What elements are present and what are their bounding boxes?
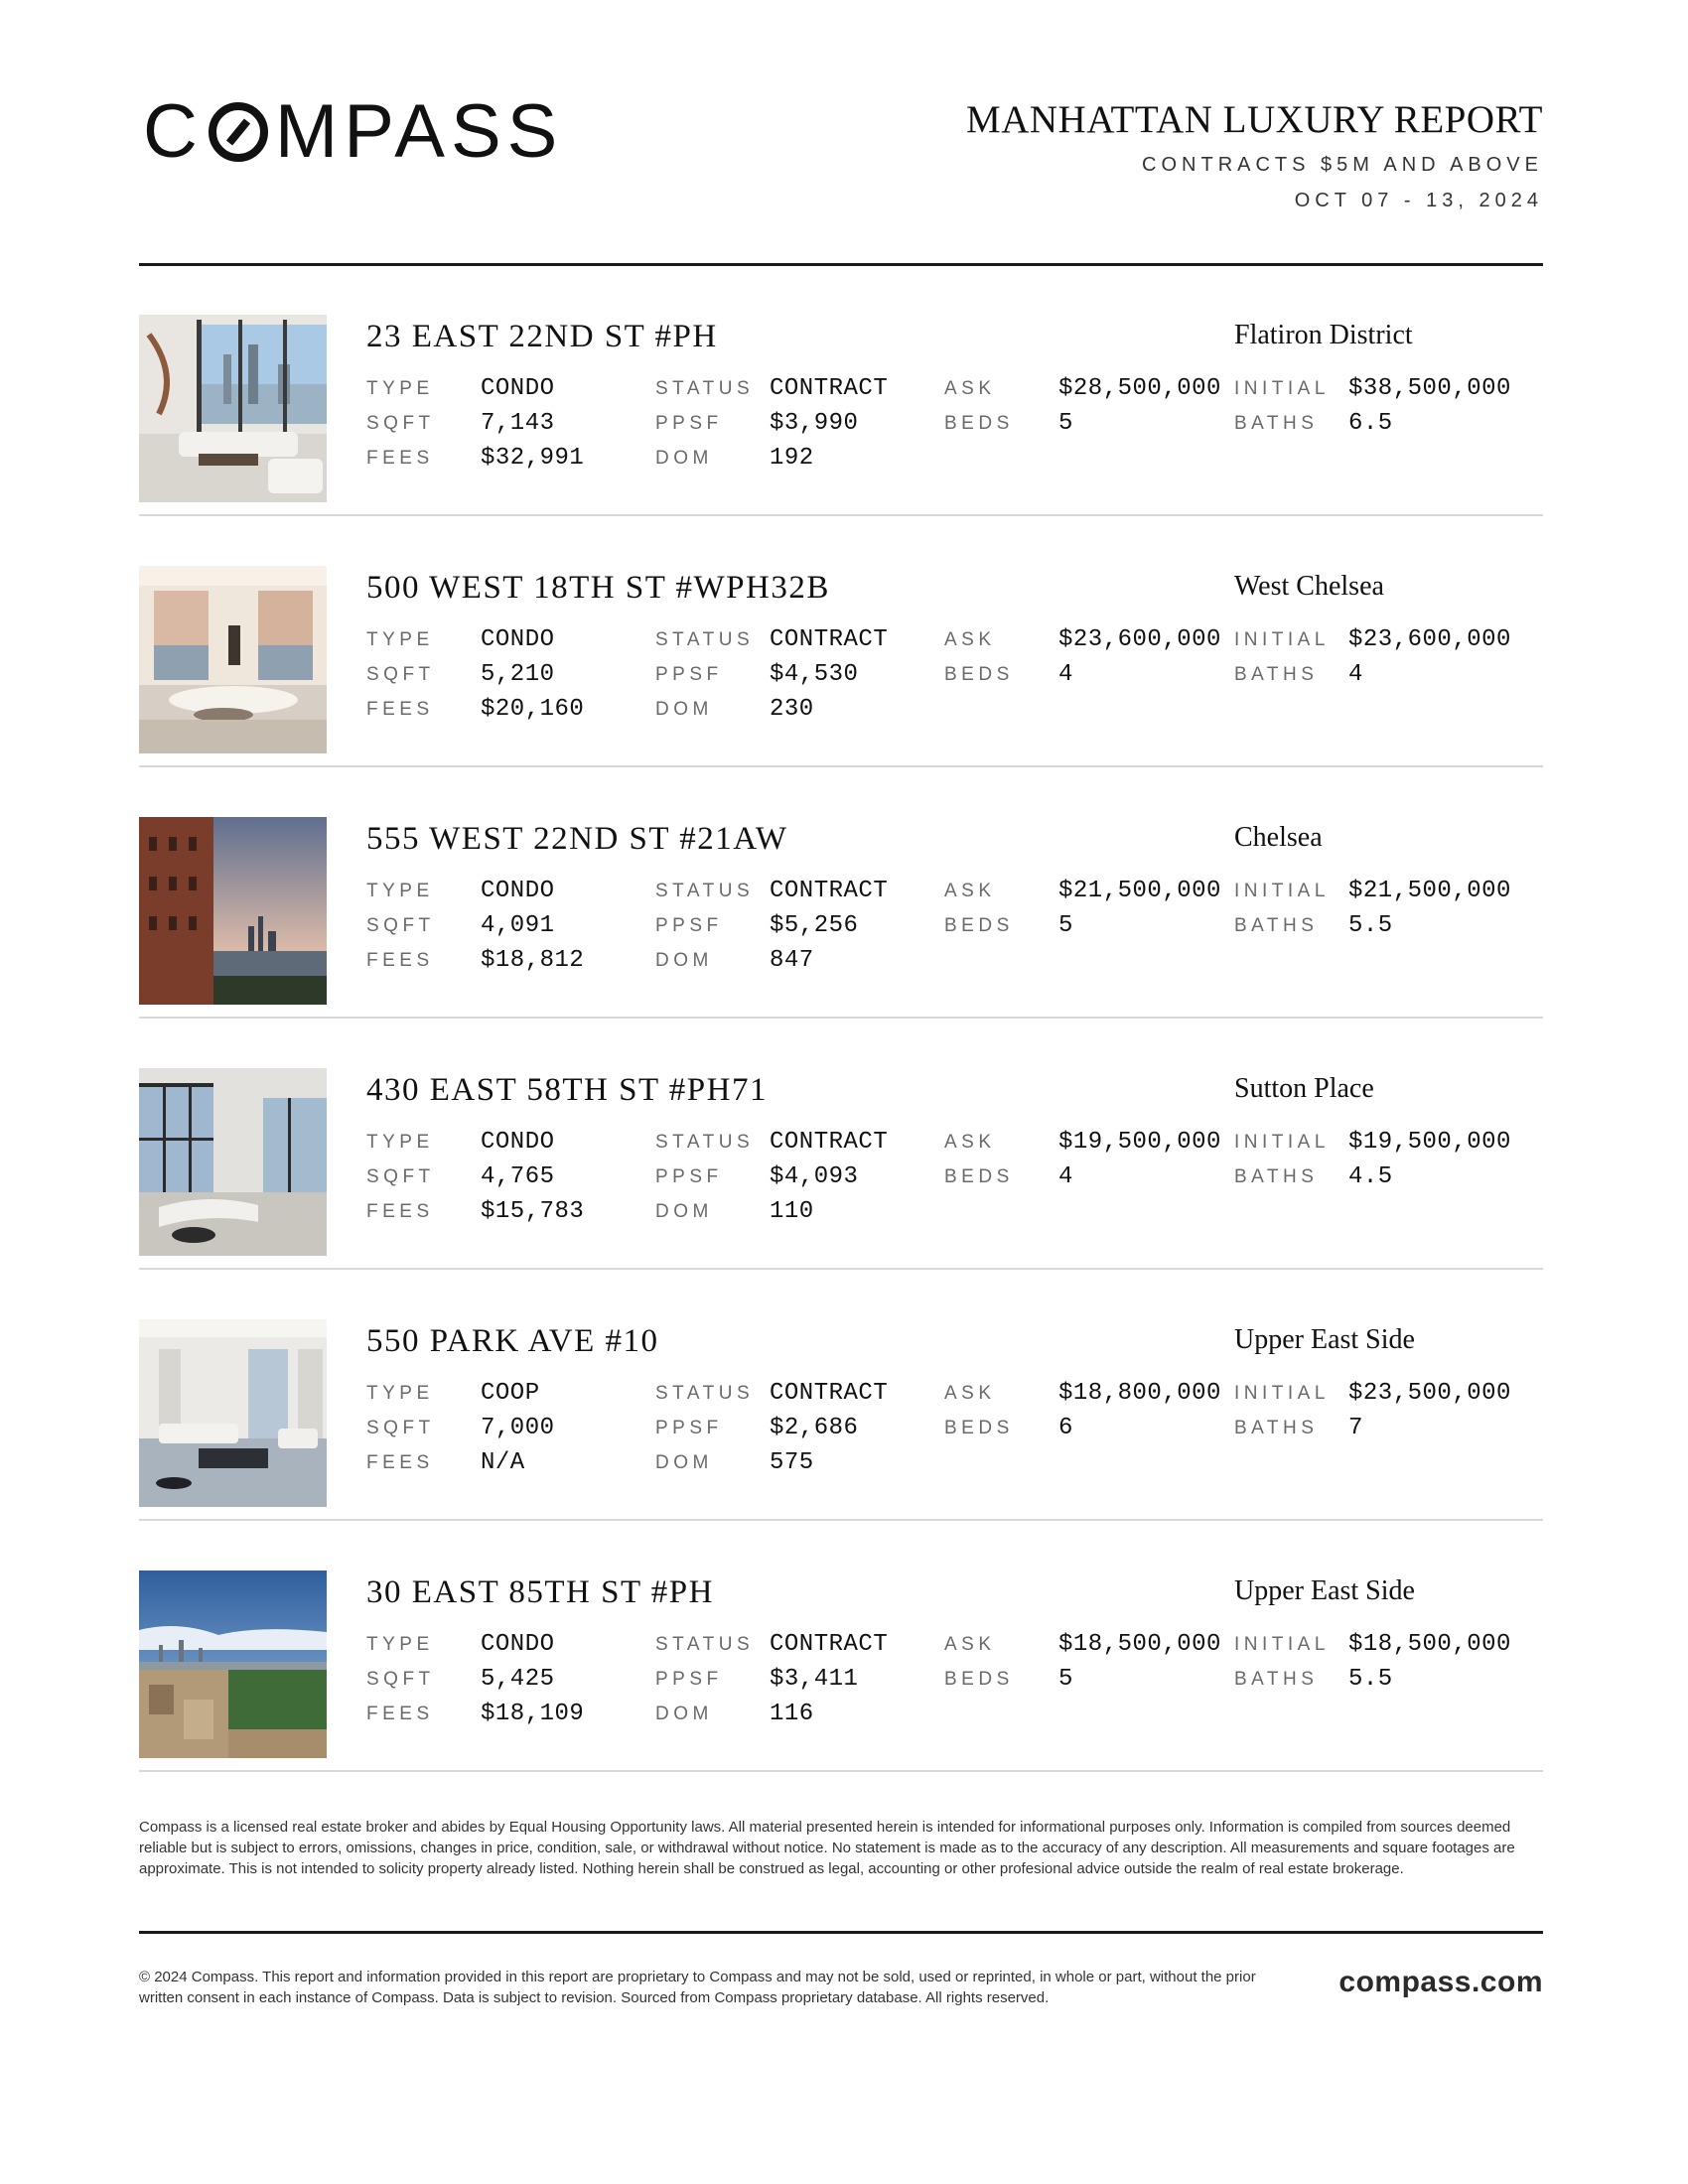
value-baths: 4 bbox=[1348, 661, 1363, 688]
value-type: CONDO bbox=[481, 1129, 555, 1156]
value-type: CONDO bbox=[481, 878, 555, 904]
listing-photo-aerial[interactable] bbox=[139, 1570, 327, 1758]
value-ask: $21,500,000 bbox=[1058, 878, 1221, 904]
value-dom: 110 bbox=[770, 1198, 814, 1225]
value-dom: 230 bbox=[770, 696, 814, 723]
value-beds: 5 bbox=[1058, 1666, 1073, 1693]
value-sqft: 5,425 bbox=[481, 1666, 555, 1693]
report-subtitle: CONTRACTS $5M AND ABOVE bbox=[1142, 154, 1543, 176]
value-initial: $38,500,000 bbox=[1348, 375, 1511, 402]
listing-neighborhood: Upper East Side bbox=[1234, 1324, 1415, 1355]
listing-photo-living-room[interactable] bbox=[139, 1068, 327, 1256]
listing-neighborhood: Upper East Side bbox=[1234, 1575, 1415, 1606]
listing-neighborhood: West Chelsea bbox=[1234, 571, 1384, 602]
listing-address: 550 PARK AVE #10 bbox=[366, 1323, 659, 1359]
value-fees: $18,812 bbox=[481, 947, 585, 974]
value-dom: 116 bbox=[770, 1701, 814, 1727]
listing-row[interactable]: 23 EAST 22ND ST #PH Flatiron District TYPE CONDO SQFT 7,143 FEES $32,991 STATUS CONTRACT PPSF $3,990 DOM 192 ASK $28,500,000 BEDS 5 INITIAL $38,500,000 BATHS 6.5 bbox=[139, 265, 1543, 516]
value-status: CONTRACT bbox=[770, 1129, 889, 1156]
value-sqft: 4,091 bbox=[481, 912, 555, 939]
listing-address: 430 EAST 58TH ST #PH71 bbox=[366, 1072, 768, 1108]
value-dom: 847 bbox=[770, 947, 814, 974]
value-ppsf: $3,411 bbox=[770, 1666, 859, 1693]
value-ask: $28,500,000 bbox=[1058, 375, 1221, 402]
value-initial: $23,500,000 bbox=[1348, 1380, 1511, 1407]
listing-row[interactable]: 550 PARK AVE #10 Upper East Side TYPE COOP SQFT 7,000 FEES N/A STATUS CONTRACT PPSF $2,686 DOM 575 ASK $18,800,000 BEDS 6 INITIAL $23,500,000 BATHS 7 bbox=[139, 1270, 1543, 1521]
value-beds: 6 bbox=[1058, 1415, 1073, 1441]
value-baths: 7 bbox=[1348, 1415, 1363, 1441]
value-initial: $21,500,000 bbox=[1348, 878, 1511, 904]
copyright-text: © 2024 Compass. This report and information provided in this report are proprietary to Compass and may not be sold, used or reprinted, in whole or part, without the prior written consent in each instance of Compass. Data is subject to revision. Sourced from Compass proprietary database. All rights reserved. bbox=[139, 1969, 1256, 2006]
value-dom: 192 bbox=[770, 445, 814, 472]
listing-neighborhood: Sutton Place bbox=[1234, 1073, 1374, 1104]
value-fees: $20,160 bbox=[481, 696, 585, 723]
value-dom: 575 bbox=[770, 1449, 814, 1476]
listing-address: 23 EAST 22ND ST #PH bbox=[366, 319, 718, 354]
listings bbox=[139, 265, 1543, 1772]
listing-row[interactable]: 30 EAST 85TH ST #PH Upper East Side TYPE CONDO SQFT 5,425 FEES $18,109 STATUS CONTRACT PPSF $3,411 DOM 116 ASK $18,500,000 BEDS 5 INITIAL $18,500,000 BATHS 5.5 bbox=[139, 1521, 1543, 1772]
listing-photo-living-room[interactable] bbox=[139, 315, 327, 502]
value-beds: 5 bbox=[1058, 912, 1073, 939]
value-baths: 4.5 bbox=[1348, 1163, 1393, 1190]
value-beds: 5 bbox=[1058, 410, 1073, 437]
disclaimer-text: Compass is a licensed real estate broker and abides by Equal Housing Opportunity laws. All material presented herein is intended for informational purposes only. Information is compiled from sources deemed reliable but is subject to errors, omissions, changes in price, condition, sale, or withdrawal without notice. No statement is made as to the accuracy of any description. All measurements and square footages are approximate. This is not intended to solicity property already listed. Nothing herein shall be construed as legal, accounting or other profesional advice outside the realm of real estate brokerage. bbox=[139, 1819, 1515, 1877]
value-status: CONTRACT bbox=[770, 626, 889, 653]
website-link[interactable]: compass.com bbox=[1338, 1966, 1543, 1998]
value-type: CONDO bbox=[481, 1631, 555, 1658]
value-status: CONTRACT bbox=[770, 1380, 889, 1407]
value-beds: 4 bbox=[1058, 661, 1073, 688]
listing-address: 555 WEST 22ND ST #21AW bbox=[366, 821, 788, 857]
value-sqft: 7,000 bbox=[481, 1415, 555, 1441]
value-status: CONTRACT bbox=[770, 878, 889, 904]
value-fees: $15,783 bbox=[481, 1198, 585, 1225]
value-ask: $19,500,000 bbox=[1058, 1129, 1221, 1156]
value-status: CONTRACT bbox=[770, 375, 889, 402]
report-page bbox=[139, 0, 1543, 2184]
value-status: CONTRACT bbox=[770, 1631, 889, 1658]
value-baths: 5.5 bbox=[1348, 912, 1393, 939]
value-initial: $19,500,000 bbox=[1348, 1129, 1511, 1156]
listing-photo-skyline[interactable] bbox=[139, 817, 327, 1005]
value-initial: $23,600,000 bbox=[1348, 626, 1511, 653]
listing-neighborhood: Flatiron District bbox=[1234, 320, 1413, 350]
compass-logo[interactable] bbox=[143, 89, 564, 174]
report-header bbox=[139, 0, 1543, 266]
listing-photo-living-room[interactable] bbox=[139, 566, 327, 753]
value-sqft: 7,143 bbox=[481, 410, 555, 437]
value-beds: 4 bbox=[1058, 1163, 1073, 1190]
value-baths: 5.5 bbox=[1348, 1666, 1393, 1693]
value-ppsf: $4,530 bbox=[770, 661, 859, 688]
listing-address: 500 WEST 18TH ST #WPH32B bbox=[366, 570, 830, 606]
report-title: MANHATTAN LUXURY REPORT bbox=[966, 98, 1543, 141]
value-ppsf: $4,093 bbox=[770, 1163, 859, 1190]
value-ask: $23,600,000 bbox=[1058, 626, 1221, 653]
value-fees: $18,109 bbox=[481, 1701, 585, 1727]
value-type: CONDO bbox=[481, 375, 555, 402]
value-fees: $32,991 bbox=[481, 445, 585, 472]
value-ppsf: $3,990 bbox=[770, 410, 859, 437]
listing-photo-living-room[interactable] bbox=[139, 1319, 327, 1507]
value-type: COOP bbox=[481, 1380, 540, 1407]
value-ask: $18,500,000 bbox=[1058, 1631, 1221, 1658]
compass-o-icon bbox=[208, 101, 269, 163]
value-baths: 6.5 bbox=[1348, 410, 1393, 437]
listing-address: 30 EAST 85TH ST #PH bbox=[366, 1574, 714, 1610]
listing-row[interactable]: 555 WEST 22ND ST #21AW Chelsea TYPE CONDO SQFT 4,091 FEES $18,812 STATUS CONTRACT PPSF $5,256 DOM 847 ASK $21,500,000 BEDS 5 INITIAL $21,500,000 BATHS 5.5 bbox=[139, 767, 1543, 1019]
listing-row[interactable]: 500 WEST 18TH ST #WPH32B West Chelsea TYPE CONDO SQFT 5,210 FEES $20,160 STATUS CONTRACT PPSF $4,530 DOM 230 ASK $23,600,000 BEDS 4 INITIAL $23,600,000 BATHS 4 bbox=[139, 516, 1543, 767]
value-initial: $18,500,000 bbox=[1348, 1631, 1511, 1658]
logo-text-right: MPASS bbox=[274, 89, 564, 174]
logo-text-left: C bbox=[143, 89, 204, 174]
value-type: CONDO bbox=[481, 626, 555, 653]
listing-neighborhood: Chelsea bbox=[1234, 822, 1323, 853]
listing-row[interactable]: 430 EAST 58TH ST #PH71 Sutton Place TYPE CONDO SQFT 4,765 FEES $15,783 STATUS CONTRACT PPSF $4,093 DOM 110 ASK $19,500,000 BEDS 4 INITIAL $19,500,000 BATHS 4.5 bbox=[139, 1019, 1543, 1270]
value-sqft: 5,210 bbox=[481, 661, 555, 688]
value-sqft: 4,765 bbox=[481, 1163, 555, 1190]
report-date-range: OCT 07 - 13, 2024 bbox=[1294, 190, 1543, 211]
value-ppsf: $2,686 bbox=[770, 1415, 859, 1441]
value-fees: N/A bbox=[481, 1449, 525, 1476]
value-ppsf: $5,256 bbox=[770, 912, 859, 939]
footer-divider bbox=[139, 1931, 1543, 1934]
value-ask: $18,800,000 bbox=[1058, 1380, 1221, 1407]
